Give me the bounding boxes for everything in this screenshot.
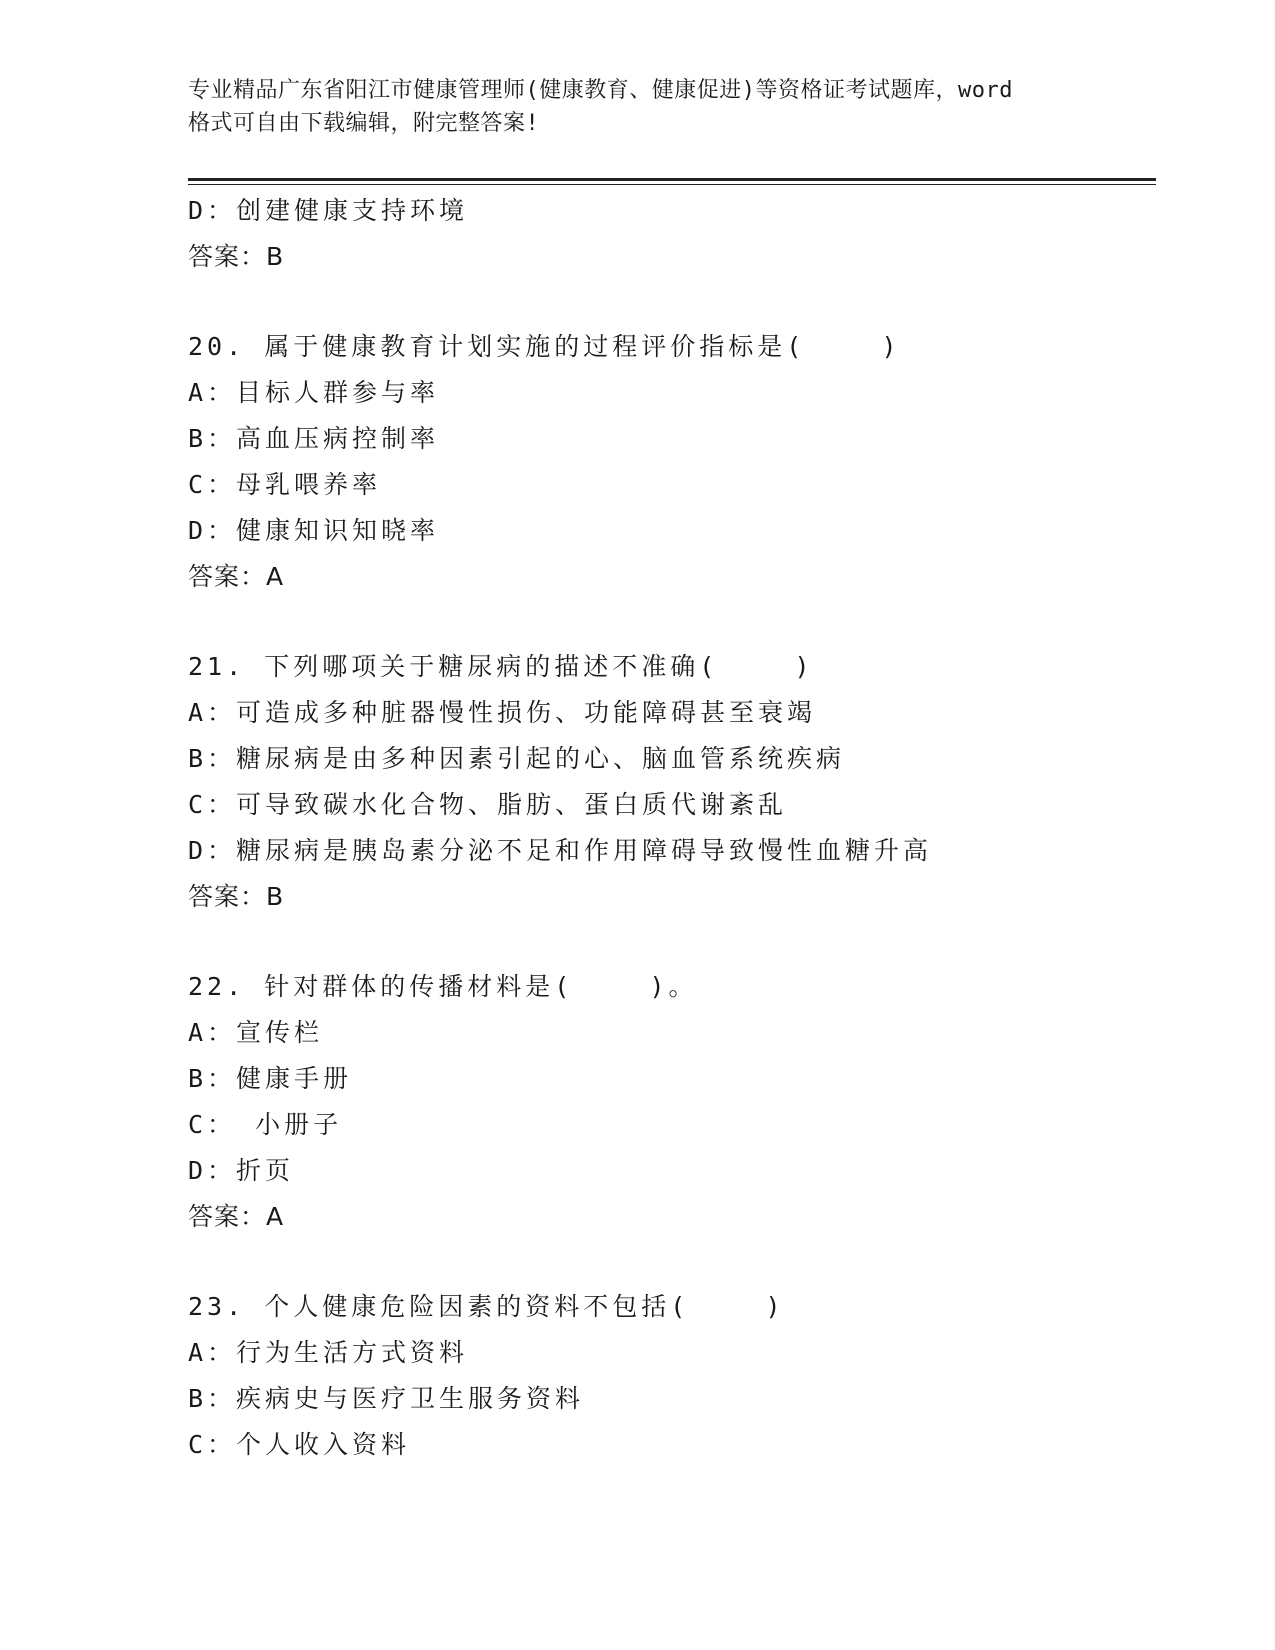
answer-value: B bbox=[266, 242, 285, 271]
question-20-title: 20. 属于健康教育计划实施的过程评价指标是( ) bbox=[188, 332, 901, 361]
prev-option-d: D：创建健康支持环境 bbox=[188, 196, 469, 225]
question-22-option-a: A：宣传栏 bbox=[188, 1018, 324, 1047]
header-rule-thin bbox=[188, 184, 1156, 185]
header-line-1: 专业精品广东省阳江市健康管理师(健康教育、健康促进)等资格证考试题库，word bbox=[188, 78, 1013, 103]
header-line-2: 格式可自由下载编辑，附完整答案! bbox=[188, 111, 540, 136]
question-23-option-a: A：行为生活方式资料 bbox=[188, 1338, 469, 1367]
question-21-title: 21. 下列哪项关于糖尿病的描述不准确( ) bbox=[188, 652, 814, 681]
question-22-answer bbox=[188, 1194, 1156, 1240]
answer-value: A bbox=[266, 1202, 285, 1231]
question-22-option-d: D：折页 bbox=[188, 1156, 295, 1185]
question-20-option-c: C：母乳喂养率 bbox=[188, 470, 382, 499]
question-21-answer bbox=[188, 874, 1156, 920]
question-21-option-a: A：可造成多种脏器慢性损伤、功能障碍甚至衰竭 bbox=[188, 698, 817, 727]
question-21-option-b: B：糖尿病是由多种因素引起的心、脑血管系统疾病 bbox=[188, 744, 846, 773]
question-21-option-c: C：可导致碳水化合物、脂肪、蛋白质代谢紊乱 bbox=[188, 790, 788, 819]
answer-label: 答案： bbox=[188, 1202, 267, 1231]
answer-label: 答案： bbox=[188, 242, 267, 271]
question-20-option-d: D：健康知识知晓率 bbox=[188, 516, 440, 545]
header-rule-thick bbox=[188, 178, 1156, 181]
question-23-option-c: C：个人收入资料 bbox=[188, 1430, 411, 1459]
prev-answer bbox=[188, 234, 1156, 280]
document-header bbox=[188, 74, 1088, 140]
question-21-option-d: D：糖尿病是胰岛素分泌不足和作用障碍导致慢性血糖升高 bbox=[188, 836, 933, 865]
answer-value: B bbox=[266, 882, 285, 911]
question-22-title: 22. 针对群体的传播材料是( )。 bbox=[188, 972, 698, 1001]
question-22-option-c: C： 小册子 bbox=[188, 1110, 343, 1139]
question-20-option-a: A：目标人群参与率 bbox=[188, 378, 440, 407]
question-23-option-b: B：疾病史与医疗卫生服务资料 bbox=[188, 1384, 585, 1413]
answer-value: A bbox=[266, 562, 285, 591]
question-20-option-b: B：高血压病控制率 bbox=[188, 424, 440, 453]
question-20-answer bbox=[188, 554, 1156, 600]
answer-label: 答案： bbox=[188, 562, 267, 591]
question-list bbox=[188, 188, 1156, 1468]
answer-label: 答案： bbox=[188, 882, 267, 911]
question-23-title: 23. 个人健康危险因素的资料不包括( ) bbox=[188, 1292, 785, 1321]
question-22-option-b: B：健康手册 bbox=[188, 1064, 353, 1093]
